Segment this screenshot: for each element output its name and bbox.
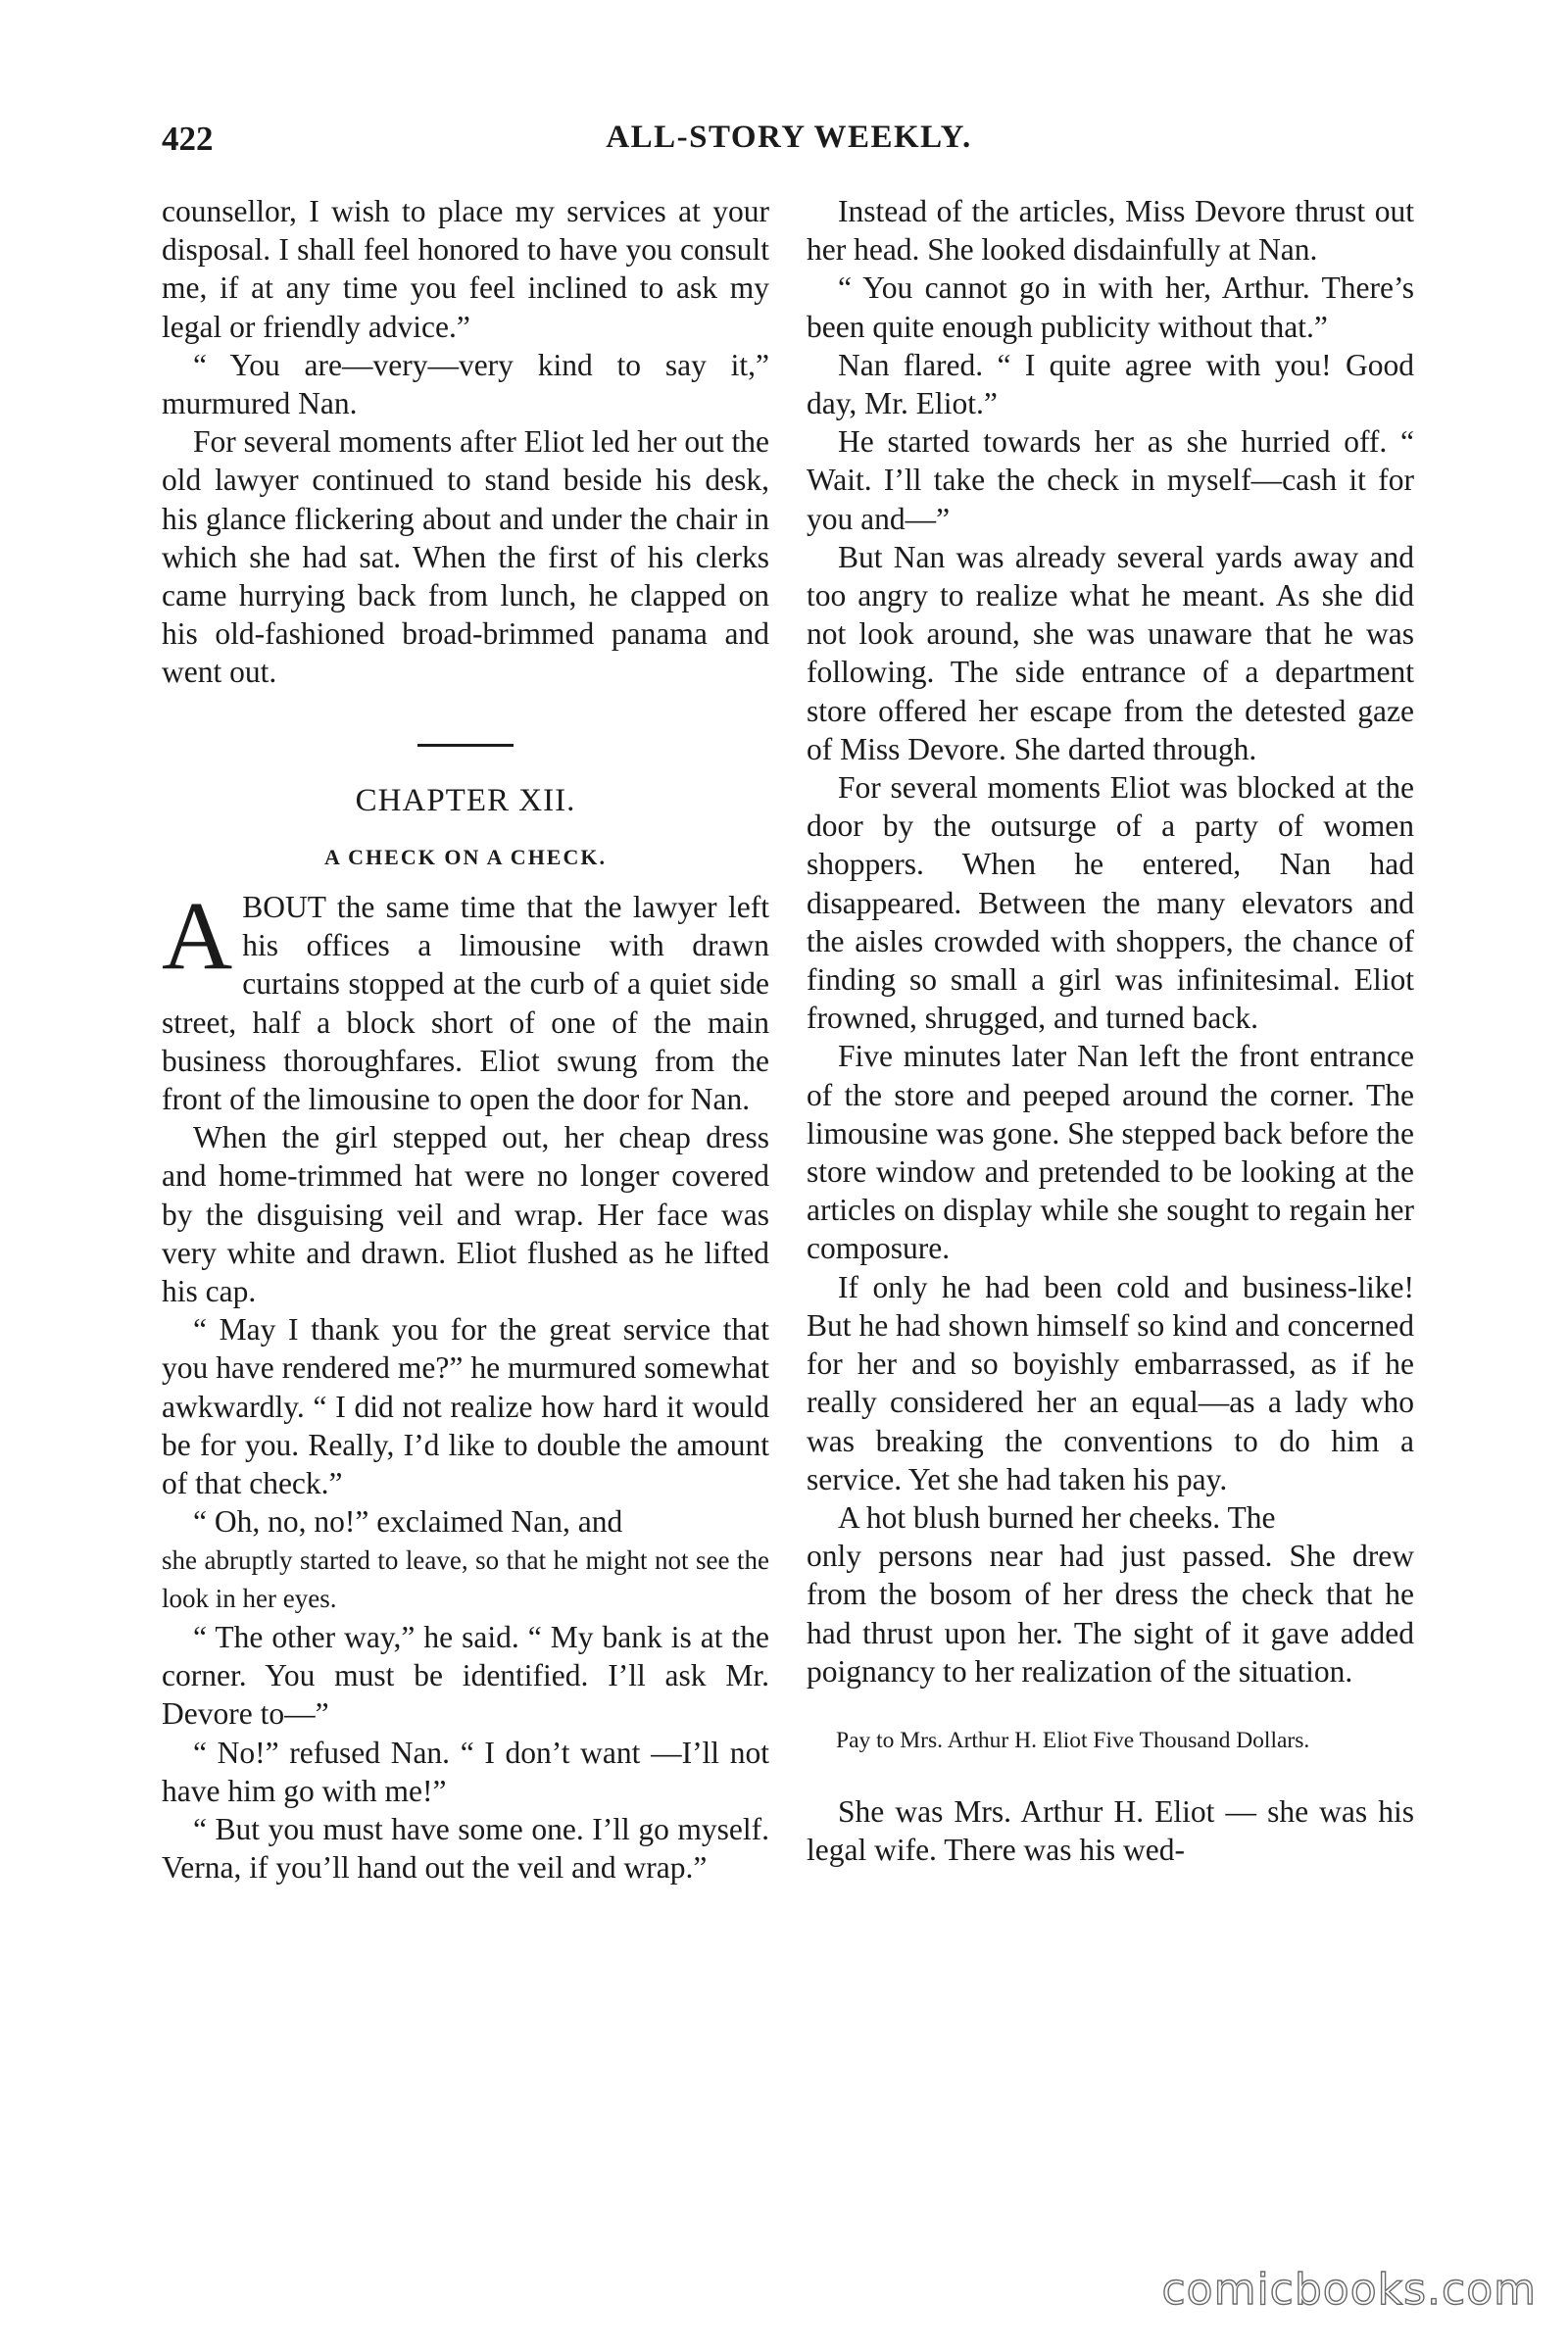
paragraph: He started towards her as she hurried off. “ Wait. I’ll take the check in myself—cash it for you and—” [807,424,1414,536]
chapter-title: CHAPTER XII. [355,782,576,818]
paragraph: “ No!” refused Nan. “ I don’t want —I’ll not have him go with me!” [162,1735,769,1808]
page-number: 422 [162,120,214,158]
paragraph: She was Mrs. Arthur H. Eliot — she was his legal wife. There was his wed- [807,1793,1414,1868]
page-header [162,120,1416,169]
paragraph: “ You are—very—very kind to say it,” murmured Nan. [162,347,769,421]
paragraph-text: BOUT the same time that the lawyer left his offices a limousine with drawn curtains stopped at the curb of a quiet side street, half a block short of one of the main business thoroughfares. Eliot swung from the front of the limousine to open the door for Nan. [162,890,769,1117]
paragraph: Nan flared. “ I quite agree with you! Good day, Mr. Eliot.” [807,347,1414,421]
chapter-subtitle: A CHECK ON A CHECK. [324,844,607,869]
paragraph: Five minutes later Nan left the front entrance of the store and peeped around the corner. The limousine was gone. She stepped back before the store window and pretended to be looking at the articles on display while she sought to regain her composure. [807,1039,1414,1266]
paragraph-continued: she abruptly started to leave, so that he might not see the look in her eyes. [162,1544,769,1613]
paragraph-with-drop-cap [162,881,769,1118]
paragraph: “ May I thank you for the great service that you have rendered me?” he murmured somewhat awkwardly. “ I did not realize how hard it would be for you. Really, I’d like to double the amount of that check.” [162,1312,769,1501]
paragraph: But Nan was already several yards away and too angry to realize what he meant. As she did not look around, she was unaware that he was following. The side entrance of a department store offered her escape from the detested gaze of Miss Devore. She darted through. [807,539,1414,766]
paragraph: Instead of the articles, Miss Devore thrust out her head. She looked disdainfully at Nan. [807,194,1414,268]
right-column [807,192,1414,1869]
paragraph: When the girl stepped out, her cheap dress and home-trimmed hat were no longer covered by the disguising veil and wrap. Her face was very white and drawn. Eliot flushed as he lifted his cap. [162,1120,769,1309]
paragraph-continued: only persons near had just passed. She drew from the bosom of her dress the check that he had thrust upon her. The sight of it gave added poignancy to her realization of the situation. [807,1539,1414,1689]
running-title: ALL-STORY WEEKLY. [606,120,972,155]
section-divider [417,744,514,747]
paragraph: “ Oh, no, no!” exclaimed Nan, and [193,1504,623,1540]
paragraph: “ You cannot go in with her, Arthur. There’s been quite enough publicity without that.” [807,270,1414,344]
paragraph: For several moments Eliot was blocked at the door by the outsurge of a party of women shoppers. When he entered, Nan had disappeared. Between the many elevators and the aisles crowded with shoppers, the chance of finding so small a girl was infinitesimal. Eliot frowned, shrugged, and turned back. [807,770,1414,1036]
drop-cap: A [162,881,233,991]
paragraph: “ The other way,” he said. “ My bank is at the corner. You must be identified. I’ll ask Mr. Devore to—” [162,1619,769,1732]
left-column [162,192,769,1886]
paragraph: For several moments after Eliot led her out the old lawyer continued to stand beside his desk, his glance flickering about and under the chair in which she had sat. When the first of his clerks came hurrying back from lunch, he clapped on his old-fashioned broad-brimmed panama and went out. [162,424,769,690]
paragraph: A hot blush burned her cheeks. The [838,1499,1276,1535]
check-inscription: Pay to Mrs. Arthur H. Eliot Five Thousand Dollars. [836,1727,1310,1753]
paragraph: counsellor, I wish to place my services at your disposal. I shall feel honored to have you consult me, if at any time you feel inclined to ask my legal or friendly advice.” [162,194,769,344]
paragraph: “ But you must have some one. I’ll go myself. Verna, if you’ll hand out the veil and wrap.” [162,1811,769,1886]
site-watermark: comicbooks.com [1161,2265,1537,2315]
paragraph: If only he had been cold and business-like! But he had shown himself so kind and concerned for her and so boyishly embarrassed, as if he really considered her an equal—as a lady who was breaking the conventions to do him a service. Yet she had taken his pay. [807,1269,1414,1496]
